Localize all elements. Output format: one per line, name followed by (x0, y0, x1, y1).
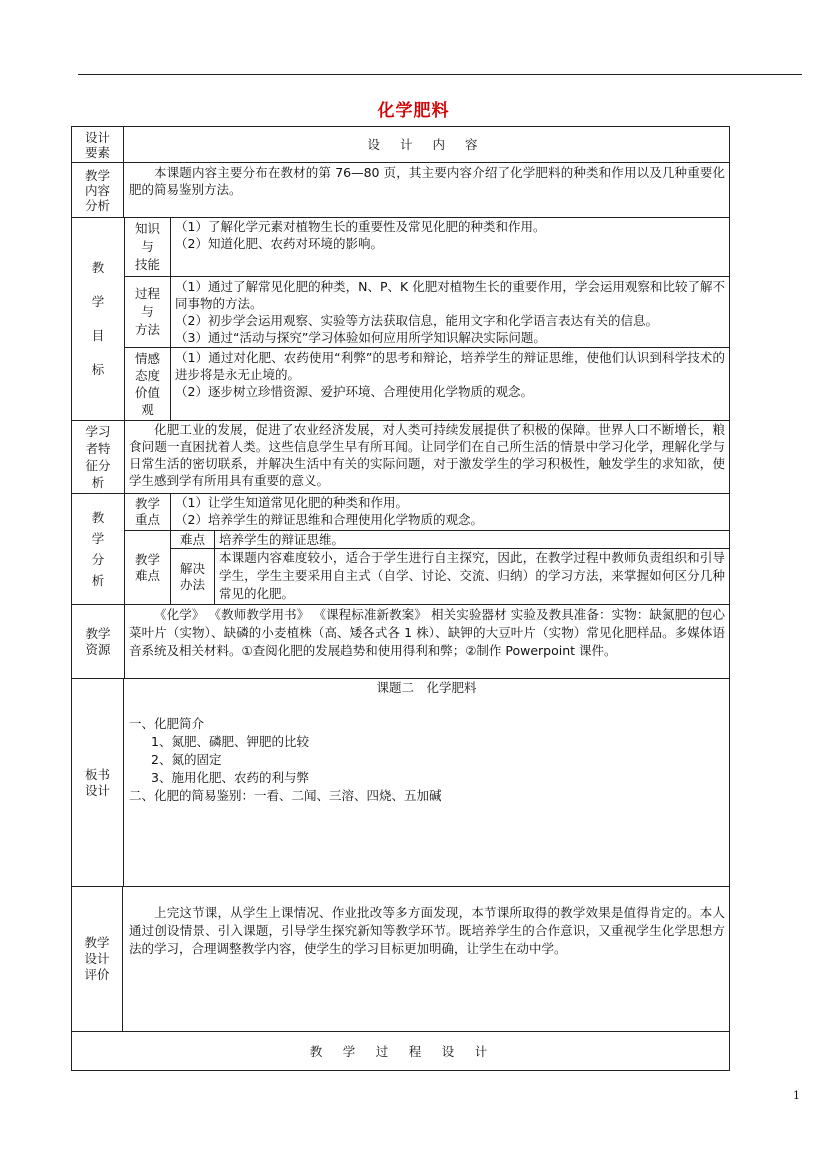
evaluation-text: 上完这节课，从学生上课情况、作业批改等多方面发现，本节课所取得的教学效果是值得肯定的。本人通过创设情景、引入课题，引导学生探究新知等教学环节。既培养学生的合作意识，又重视学生化学思想方法的学习，合理调整教学内容，使学生的学习目标更加明确，让学生在动中学。 (129, 905, 725, 956)
difficulty-point-text: 培养学生的辩证思维。 (219, 532, 345, 547)
process-item: （2）初步学会运用观察、实验等方法获取信息，能用文字和化学语言表达有关的信息。 (175, 313, 658, 328)
emotion-item: （2）逐步树立珍惜资源、爱护环境、合理使用化学物质的观念。 (175, 384, 533, 399)
board-lines (129, 715, 725, 805)
key-points-items (175, 494, 725, 528)
key-point-item: （2）培养学生的辩证思维和合理使用化学物质的观念。 (175, 512, 483, 527)
process-item: （3）通过“活动与探究”学习体验如何应用所学知识解决实际问题。 (175, 330, 546, 345)
process-items (175, 278, 725, 346)
process-item: （1）通过了解常见化肥的种类，N、P、K 化肥对植物生长的重要作用，学会运用观察和比较了解不同事物的方法。 (175, 279, 725, 311)
analysis-label: 教学 内容 分析 (84, 167, 110, 213)
header-rule (78, 74, 802, 75)
process-label: 过程 与 方法 (134, 286, 160, 337)
emotion-item: （1）通过对化肥、农药使用“利弊”的思考和辩论，培养学生的辩证思维，使他们认识到科学技术的进步将是永无止境的。 (175, 350, 725, 382)
learner-text: 化肥工业的发展，促进了农业经济发展，对人类可持续发展提供了积极的保障。世界人口不断增长，粮食问题一直困扰着人类。这些信息学生早有所耳闻。让同学们在自己所生活的情景中学习化学，理解化学与日常生活的密切联系，并解决生活中有关的实际问题，对于激发学生的学习积极性，触发学生的求知欲，使学生感到学有所用具有重要的意义。 (129, 422, 725, 488)
board-heading: 课题二 化学肥料 (376, 680, 477, 695)
board-line: 1、氮肥、磷肥、钾肥的比较 (151, 734, 309, 749)
board-label: 板书 设计 (84, 766, 110, 798)
knowledge-item: （1）了解化学元素对植物生长的重要性及常见化肥的种类和作用。 (175, 219, 546, 234)
knowledge-label: 知识 与 技能 (134, 221, 160, 272)
emotion-label: 情感 态度 价值 观 (134, 351, 160, 417)
difficulty-point-label: 难点 (179, 532, 205, 547)
board-line: 二、化肥的简易鉴别：一看、二闻、三溶、四烧、五加碱 (129, 788, 442, 803)
solution-text: 本课题内容难度较小，适合于学生进行自主探究，因此，在教学过程中教师负责组织和引导学生，学生主要采用自主式（自学、讨论、交流、归纳）的学习方法，来掌握如何区分几种常见的化肥。 (219, 550, 725, 601)
knowledge-items (175, 218, 725, 252)
focus-label: 教 学 分 析 (91, 510, 105, 588)
resources-label: 教学 资源 (85, 625, 111, 657)
board-line: 3、施用化肥、农药的利与弊 (151, 770, 309, 785)
solution-label: 解决 办法 (179, 560, 205, 592)
difficulty-label: 教学 难点 (134, 551, 160, 583)
footer-label: 教 学 过 程 设 计 (309, 1043, 492, 1059)
key-points-label: 教学 重点 (134, 496, 160, 527)
resources-text: 《化学》 《教师教学用书》 《课程标准新教案》 相关实验器材 实验及教具准备：实物：缺氮肥的包心菜叶片（实物）、缺磷的小麦植株（高、矮各式各 1 株）、缺钾的大豆叶片（实物）常见化肥样品。多媒体语音系统及相关材料。①查阅化肥的发展趋势和使用得利和弊；②制作 Powerpoint 课件。 (129, 607, 725, 658)
evaluation-label: 教学 设计 评价 (84, 935, 110, 982)
board-line: 一、化肥简介 (129, 716, 205, 731)
emotion-items (175, 349, 725, 400)
learner-label: 学习 者特 征分 析 (85, 424, 111, 490)
document-title: 化学肥料 (377, 101, 450, 121)
objectives-label: 教 学 目 标 (91, 260, 105, 377)
board-line: 2、氮的固定 (151, 752, 222, 767)
knowledge-item: （2）知道化肥、农药对环境的影响。 (175, 236, 383, 251)
key-point-item: （1）让学生知道常见化肥的种类和作用。 (175, 495, 408, 510)
header-content: 设 计 内 容 (367, 137, 486, 152)
lesson-plan-table (71, 126, 730, 1070)
header-label: 设计 要素 (84, 129, 110, 160)
analysis-text: 本课题内容主要分布在教材的第 76—80 页，其主要内容介绍了化学肥料的种类和作用以及几种重要化肥的简易鉴别方法。 (129, 165, 725, 197)
page-number: 1 (793, 1089, 800, 1102)
